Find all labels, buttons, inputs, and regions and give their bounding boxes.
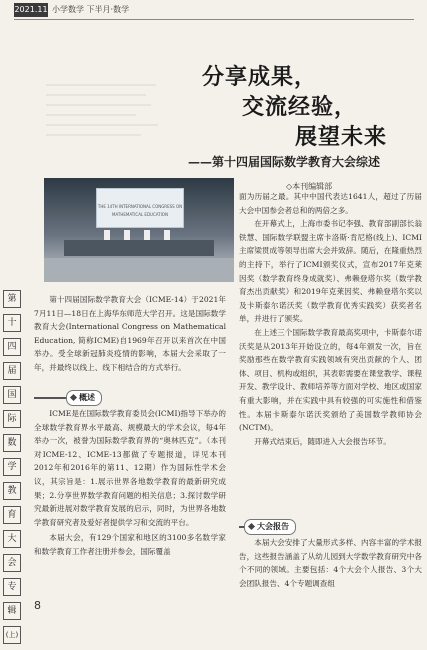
section-rule [34,397,66,399]
body-right-report [239,536,422,590]
sidebar-char: 十 [3,314,21,332]
stage-chair [104,230,110,240]
sidebar-char: 数 [3,434,21,452]
paragraph: 本届大会，有129个国家和地区的3100多名数学家和数学教育工作者注册并参会，国际覆盖 [34,533,226,556]
sidebar-char: 专 [3,578,21,596]
stage-chair [124,230,130,240]
special-issue-sidebar [3,290,21,650]
sidebar-char: 届 [3,362,21,380]
magazine-name: 小学数学 下半月·数学 [52,5,130,14]
paragraph: ICME是在国际数学教育委员会(ICMI)指导下举办的全球数学教育界水平最高、规模最大的学术会议，每4年举办一次，被誉为国际数学教育界的“奥林匹克”。（本刊对ICME-12、ICME-13都做了专题报道，详见本刊2012年和2016年的第11、12期）作为国际性学术会议，其宗旨是：1.展示世界各地数学教育的最新研究成果；2.分享世界数学教育问题的相关信息；3.探讨数学研究最新进展对数学教育发展的启示，同时，为世界各地数学教育研究者及爱好者提供学习和交流的平台。 [34,409,226,527]
sidebar-char: 育 [3,506,21,524]
section-tag-overview: 概述 [66,390,102,406]
page-number: 8 [34,599,41,612]
stage-platform [64,240,214,256]
sidebar-char: 教 [3,482,21,500]
paragraph: 本届大会安排了大量形式多样、内容丰富的学术报告，这些报告涵盖了从幼儿园到大学数学教育研究中各个不同的领域。主要包括：4个大会个人报告、3个大会团队报告、4个专题调查组 [239,538,422,588]
paragraph: 开幕式结束后，随即进入大会报告环节。 [254,436,391,446]
stage-chair [144,230,150,240]
paragraph: 在开幕式上，上海市委书记李强、教育部副部长翁铁慧、国际数学联盟主席卡洛斯·肯尼格(线上)、ICMI主席梁贯成等领导出席大会并致辞。随后，在隆重热烈的主持下，举行了ICMI颁奖仪式，宣布2017年克莱因奖（数学教育终身成就奖）、弗赖登塔尔奖（数学教育杰出贡献奖）和2019年克莱因奖、弗赖登塔尔奖以及卡斯泰尔诺沃奖（数学教育优秀实践奖）获奖者名单，并进行了颁奖。 [239,219,422,324]
paragraph: 在上述三个国际数学教育最高奖项中，卡斯泰尔诺沃奖是从2013年开始设立的，每4年颁发一次，旨在奖励那些在数学教育实践领域有突出贡献的个人、团体、项目、机构或组织，其表彰需要在课堂教学、课程开发、教学设计、教师培养等方面对学校、地区或国家有重大影响，并在实践中具有较强的可实施性和借鉴性。本届卡斯泰尔诺沃奖颁给了美国数学教师协会(NCTM)。 [239,327,422,433]
page-header [0,0,427,22]
title-line-1: 分享成果， [201,65,317,90]
title-line-3: 展望未来 [294,125,387,150]
paragraph: 第十四届国际数学教育大会（ICME-14）于2021年7月11日—18日在上海华东师范大学召开。这是国际数学教育大会(International Congress on Mathematical Education, 简称ICME)自1969年召开以来首次在中国举办。受全球新冠肺炎疫情的影响，本届大会采取了一年，并最终以线上、线下相结合的方式举行。 [34,295,226,372]
sidebar-char: 四 [3,338,21,356]
sidebar-char: 国 [3,386,21,404]
section-tag-report: 大会报告 [244,519,296,535]
sidebar-char: 学 [3,458,21,476]
article-subtitle: ——第十四届国际数学教育大会综述 [188,155,381,169]
screen-text: THE 14TH INTERNATIONAL CONGRESS ON MATHEMATICAL EDUCATION [97,204,183,217]
body-left-overview [34,407,226,529]
sidebar-char: 第 [3,290,21,308]
sidebar-char: 辑 [3,602,21,620]
sidebar-char: 大 [3,530,21,548]
sidebar-char: (上) [3,626,21,644]
conference-photo [44,178,234,282]
header-divider [14,19,414,20]
body-right [239,190,422,448]
stage-chair [164,230,170,240]
decorative-lines [46,75,166,155]
issue-date: 2021.11 [14,3,48,17]
stage-floor [44,258,234,282]
sidebar-char: 际 [3,410,21,428]
body-left-intro [34,293,226,375]
title-line-2: 交流经验， [241,95,357,120]
paragraph: 面为历届之最。其中中国代表达1641人，超过了历届大会中国参会者总和的两倍之多。 [239,192,422,215]
stage-screen [96,188,184,228]
author-credit: ◇本刊编辑部 [286,182,333,191]
body-left-attendance [34,531,226,558]
sidebar-char: 会 [3,554,21,572]
